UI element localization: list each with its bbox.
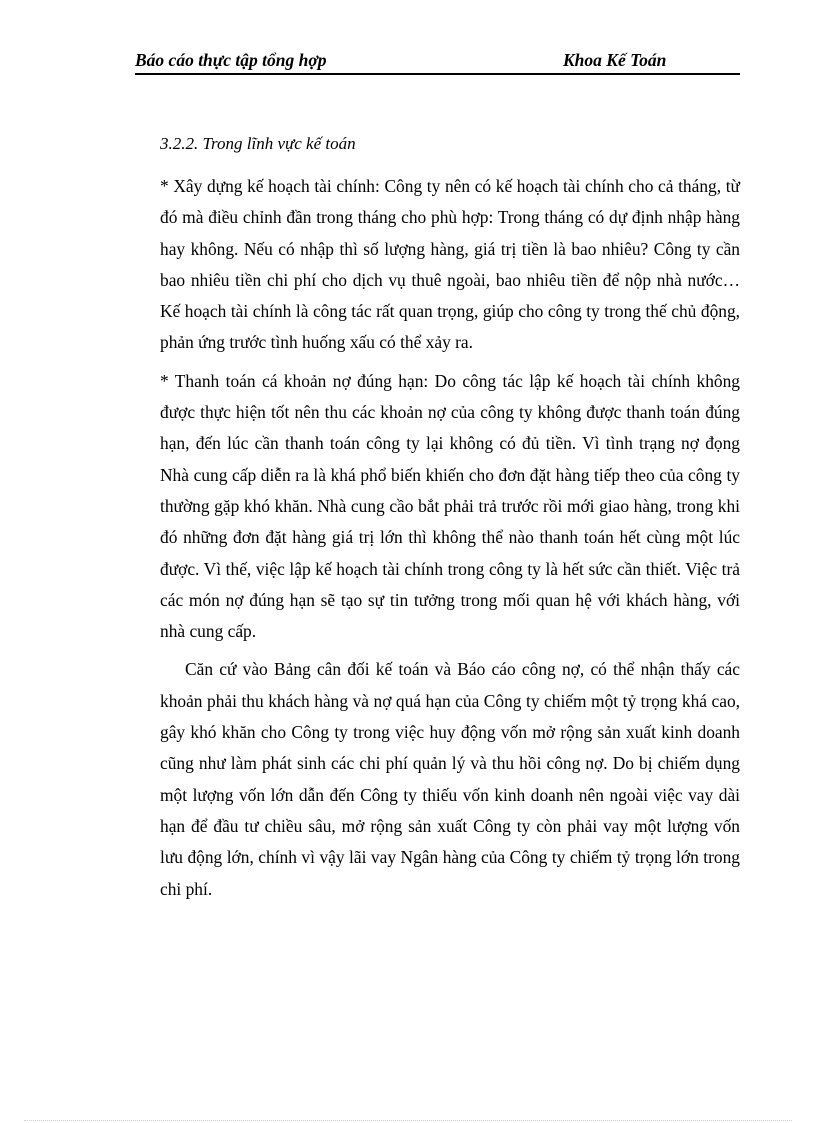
document-body <box>160 171 740 912</box>
page-header <box>135 49 740 75</box>
paragraph-financial-plan: * Xây dựng kế hoạch tài chính: Công ty nên có kế hoạch tài chính cho cả tháng, từ đó mà điều chỉnh đần trong tháng cho phù hợp: Trong tháng có dự định nhập hàng hay không. Nếu có nhập thì số lượng hàng, giá trị tiền là bao nhiêu? Công ty cần bao nhiêu tiền chi phí cho dịch vụ thuê ngoài, bao nhiêu tiền để nộp nhà nước… Kế hoạch tài chính là công tác rất quan trọng, giúp cho công ty trong thế chủ động, phản ứng trước tình huống xấu có thể xảy ra. <box>160 176 740 353</box>
header-department: Khoa Kế Toán <box>563 50 667 70</box>
header-report-title: Báo cáo thực tập tổng hợp <box>135 50 327 70</box>
paragraph-receivables: Căn cứ vào Bảng cân đối kế toán và Báo cáo công nợ, có thể nhận thấy các khoản phải thu khách hàng và nợ quá hạn của Công ty chiếm một tỷ trọng khá cao, gây khó khăn cho Công ty trong việc huy động vốn mở rộng sản xuất kinh doanh cũng như làm phát sinh các chi phí quản lý và thu hồi công nợ. Do bị chiếm dụng một lượng vốn lớn dẫn đến Công ty thiếu vốn kinh doanh nên ngoài việc vay dài hạn để đầu tư chiều sâu, mở rộng sản xuất Công ty còn phải vay một lượng vốn lưu động lớn, chính vì vậy lãi vay Ngân hàng của Công ty chiếm tỷ trọng lớn trong chi phí. <box>160 659 740 899</box>
page-bottom-divider <box>24 1120 792 1121</box>
section-heading: 3.2.2. Trong lĩnh vực kế toán <box>160 134 356 153</box>
paragraph-debt-payment: * Thanh toán cá khoản nợ đúng hạn: Do công tác lập kế hoạch tài chính không được thực hiện tốt nên thu các khoản nợ của công ty không được thanh toán đúng hạn, đến lúc cần thanh toán công ty lại không có đủ tiền. Vì tình trạng nợ đọng Nhà cung cấp diễn ra là khá phổ biến khiến cho đơn đặt hàng tiếp theo của công ty thường gặp khó khăn. Nhà cung cầo bắt phải trả trước rồi mới giao hàng, trong khi đó những đơn đặt hàng giá trị lớn thì không thể nào thanh toán hết cùng một lúc được. Vì thế, việc lập kế hoạch tài chính trong công ty là hết sức cần thiết. Việc trả các món nợ đúng hạn sẽ tạo sự tin tưởng trong mối quan hệ với khách hàng, với nhà cung cấp. <box>160 370 740 642</box>
